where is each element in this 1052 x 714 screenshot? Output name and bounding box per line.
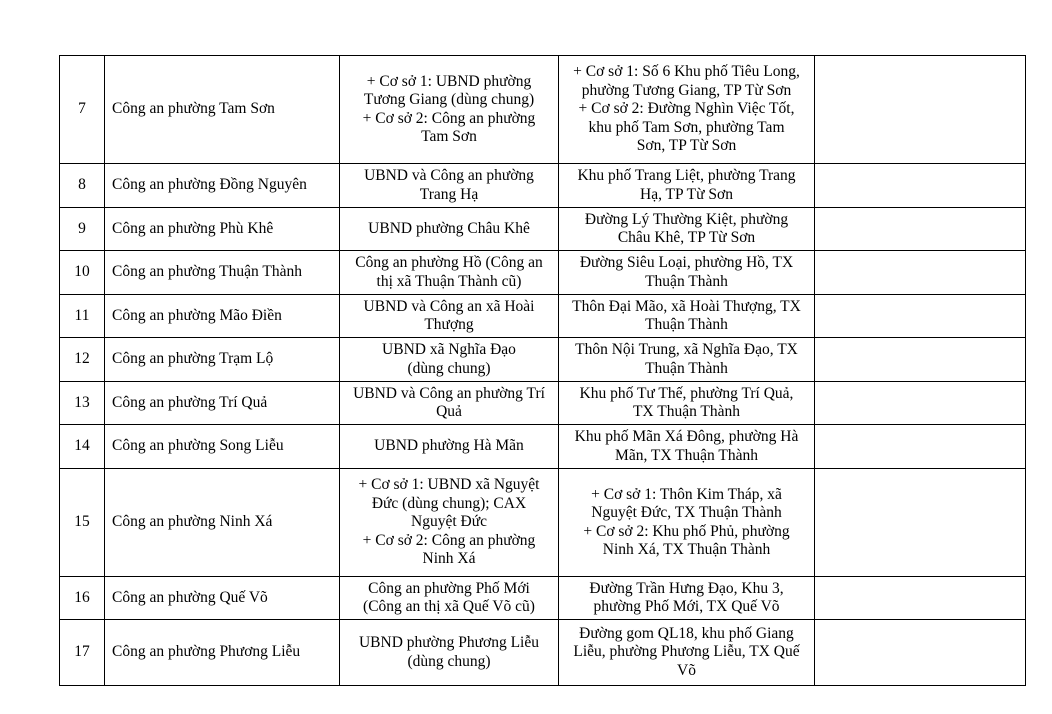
row-number: 10: [60, 251, 105, 295]
location-line: Công an phường Phố Mới: [368, 579, 530, 597]
address-line: Khu phố Tư Thế, phường Trí Quả,: [579, 384, 794, 402]
unit-name: Công an phường Trí Quả: [105, 382, 340, 425]
address: [559, 338, 815, 382]
location-line: UBND phường Phương Liễu: [358, 634, 539, 651]
unit-name: Công an phường Phương Liễu: [105, 620, 340, 686]
note-cell: [815, 425, 1026, 469]
address: [559, 251, 815, 295]
address: [559, 382, 815, 425]
address: [559, 425, 815, 469]
address: [559, 620, 815, 686]
location-line: (Công an thị xã Quế Võ cũ): [363, 598, 535, 615]
address-line: Đường Lý Thường Kiệt, phường: [584, 210, 789, 228]
address-line: Khu phố Mãn Xá Đông, phường Hà: [574, 428, 799, 445]
address-line: + Cơ sở 1: Thôn Kim Tháp, xã: [591, 485, 782, 503]
address-line: Sơn, TP Từ Sơn: [636, 137, 737, 155]
address-line: Mãn, TX Thuận Thành: [615, 446, 758, 464]
address-line: phường Phố Mới, TX Quế Võ: [593, 598, 780, 615]
row-number: 15: [60, 469, 105, 577]
address: [559, 56, 815, 164]
row-number: 7: [60, 56, 105, 164]
location-line: + Cơ sở 2: Công an phường: [362, 109, 536, 127]
headquarters-location: [340, 469, 559, 577]
unit-name: Công an phường Phù Khê: [105, 208, 340, 251]
address-line: Khu phố Trang Liệt, phường Trang: [577, 167, 796, 184]
address-line: khu phố Tam Sơn, phường Tam: [588, 118, 785, 136]
table-body: [60, 56, 1026, 686]
row-number: 13: [60, 382, 105, 425]
unit-name: Công an phường Tam Sơn: [105, 56, 340, 164]
note-cell: [815, 251, 1026, 295]
location-line: Quả: [436, 403, 462, 420]
address: [559, 295, 815, 338]
address: [559, 577, 815, 620]
headquarters-location: [340, 208, 559, 251]
note-cell: [815, 382, 1026, 425]
address-line: Thuận Thành: [645, 272, 728, 290]
address-line: Đường gom QL18, khu phố Giang: [579, 624, 794, 642]
address-line: Đường Trần Hưng Đạo, Khu 3,: [589, 579, 784, 597]
location-line: Đức (dùng chung); CAX: [371, 494, 527, 512]
location-line: Trang Hạ: [419, 185, 479, 203]
location-line: UBND và Công an phường Trí: [353, 384, 545, 402]
row-number: 11: [60, 295, 105, 338]
table-row: [60, 425, 1026, 469]
table-row: [60, 164, 1026, 208]
note-cell: [815, 469, 1026, 577]
note-cell: [815, 338, 1026, 382]
table-row: [60, 577, 1026, 620]
unit-name: Công an phường Đồng Nguyên: [105, 164, 340, 208]
location-line: (dùng chung): [407, 652, 491, 670]
location-line: UBND và Công an phường: [364, 167, 534, 184]
location-line: Tương Giang (dùng chung): [363, 91, 535, 108]
location-line: + Cơ sở 1: UBND phường: [366, 72, 532, 90]
address: [559, 469, 815, 577]
table-row: [60, 56, 1026, 164]
headquarters-location: [340, 382, 559, 425]
location-line: UBND xã Nghĩa Đạo: [382, 341, 516, 358]
table-row: [60, 251, 1026, 295]
location-line: Nguyệt Đức: [411, 513, 487, 531]
row-number: 17: [60, 620, 105, 686]
headquarters-location: [340, 251, 559, 295]
table-row: [60, 620, 1026, 686]
note-cell: [815, 164, 1026, 208]
headquarters-location: [340, 338, 559, 382]
address-line: Võ: [677, 661, 696, 679]
address-line: + Cơ sở 1: Số 6 Khu phố Tiêu Long,: [573, 63, 800, 81]
row-number: 12: [60, 338, 105, 382]
address-line: Thuận Thành: [645, 359, 728, 377]
table-row: [60, 295, 1026, 338]
location-line: UBND phường Hà Mãn: [374, 437, 524, 455]
row-number: 9: [60, 208, 105, 251]
unit-name: Công an phường Song Liễu: [105, 425, 340, 469]
address-line: Châu Khê, TP Từ Sơn: [617, 229, 756, 246]
location-line: + Cơ sở 1: UBND xã Nguyệt: [358, 476, 540, 494]
table-row: [60, 382, 1026, 425]
address-line: phường Tương Giang, TP Từ Sơn: [581, 81, 792, 99]
address-line: Thôn Nội Trung, xã Nghĩa Đạo, TX: [575, 341, 798, 358]
note-cell: [815, 295, 1026, 338]
address: [559, 208, 815, 251]
address-line: Thuận Thành: [645, 316, 728, 333]
headquarters-location: [340, 620, 559, 686]
address-line: + Cơ sở 2: Khu phố Phủ, phường: [583, 522, 790, 540]
location-line: (dùng chung): [407, 359, 491, 377]
location-line: thị xã Thuận Thành cũ): [376, 272, 522, 290]
row-number: 14: [60, 425, 105, 469]
row-number: 16: [60, 577, 105, 620]
unit-name: Công an phường Trạm Lộ: [105, 338, 340, 382]
address-line: Ninh Xá, TX Thuận Thành: [602, 541, 771, 558]
note-cell: [815, 56, 1026, 164]
location-line: Tam Sơn: [421, 128, 477, 145]
address-line: TX Thuận Thành: [632, 403, 741, 420]
headquarters-location: [340, 295, 559, 338]
table-row: [60, 338, 1026, 382]
location-line: + Cơ sở 2: Công an phường: [362, 531, 536, 549]
note-cell: [815, 208, 1026, 251]
note-cell: [815, 620, 1026, 686]
headquarters-location: [340, 56, 559, 164]
address-line: Nguyệt Đức, TX Thuận Thành: [591, 504, 782, 521]
unit-name: Công an phường Mão Điền: [105, 295, 340, 338]
location-line: Công an phường Hồ (Công an: [355, 254, 543, 271]
location-line: Thượng: [424, 316, 474, 333]
unit-name: Công an phường Thuận Thành: [105, 251, 340, 295]
location-line: Ninh Xá: [422, 550, 476, 568]
table-row: [60, 469, 1026, 577]
address-line: Đường Siêu Loại, phường Hồ, TX: [579, 254, 794, 271]
location-line: UBND phường Châu Khê: [368, 219, 530, 237]
location-line: UBND và Công an xã Hoài: [363, 297, 535, 315]
address-line: Liễu, phường Phương Liễu, TX Quế: [573, 643, 800, 661]
address-line: + Cơ sở 2: Đường Nghìn Việc Tốt,: [578, 100, 795, 118]
unit-name: Công an phường Ninh Xá: [105, 469, 340, 577]
row-number: 8: [60, 164, 105, 208]
address: [559, 164, 815, 208]
table-row: [60, 208, 1026, 251]
police-locations-table: [59, 55, 1026, 686]
headquarters-location: [340, 164, 559, 208]
unit-name: Công an phường Quế Võ: [105, 577, 340, 620]
note-cell: [815, 577, 1026, 620]
headquarters-location: [340, 577, 559, 620]
address-line: Thôn Đại Mão, xã Hoài Thượng, TX: [572, 297, 801, 315]
address-line: Hạ, TP Từ Sơn: [640, 185, 733, 203]
headquarters-location: [340, 425, 559, 469]
